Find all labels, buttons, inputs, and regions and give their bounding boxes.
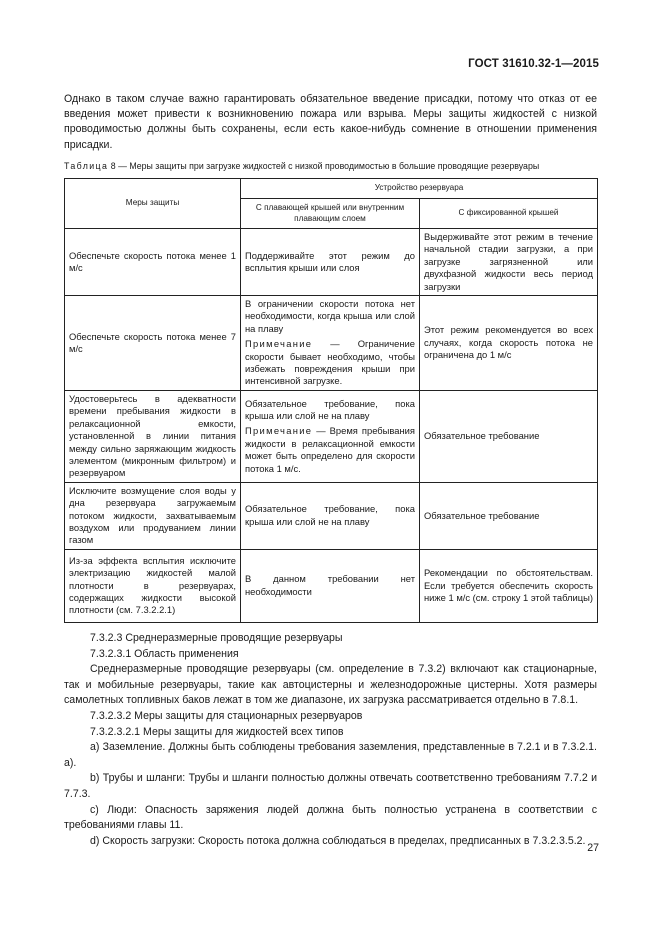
fixed-roof-cell: Рекомендации по обстоятельствам. Если требуется обеспечить скорость ниже 1 м/с (см. строку 1 этой таблицы) — [420, 549, 598, 622]
protection-measures-table — [64, 178, 598, 623]
measure-cell: Из-за эффекта всплытия исключите электризацию жидкостей малой плотности в резервуарах, содержащих жидкости высокой плотности (см. 7.3.2.2.1) — [65, 549, 241, 622]
col-header-device: Устройство резервуара — [241, 179, 598, 199]
col-header-fixed-roof: С фиксированной крышей — [420, 199, 598, 229]
page-number: 27 — [587, 842, 599, 854]
fixed-roof-cell: Обязательное требование — [420, 482, 598, 549]
table-note — [245, 338, 415, 388]
floating-roof-cell: Поддерживайте этот режим до всплытия крыши или слоя — [241, 229, 420, 296]
intro-paragraph: Однако в таком случае важно гарантировать обязательное введение присадки, потому что отказ от ее введения может привести к возникновению пожара или взрыва. Меры защиты жидкостей с низкой проводимостью должны быть сохранены, если есть какое-нибудь сомнение в отношении применения присадки. — [64, 93, 597, 151]
table-caption — [64, 160, 604, 172]
table-row — [65, 296, 598, 391]
floating-roof-cell: Обязательное требование, пока крыша или слой не на плаву — [241, 482, 420, 549]
section-heading: 7.3.2.3.2.1 Меры защиты для жидкостей всех типов — [90, 725, 344, 738]
table-row — [65, 229, 598, 296]
measure-cell: Исключите возмущение слоя воды у дна резервуара загружаемым потоком жидкости, захватываемым воздухом или продуванием линии газом — [65, 482, 241, 549]
measure-cell: Обеспечьте скорость потока менее 1 м/с — [65, 229, 241, 296]
floating-roof-cell — [241, 296, 420, 391]
col-header-floating-roof: С плавающей крышей или внутренним плавающим слоем — [241, 199, 420, 229]
section-heading: 7.3.2.3.1 Область применения — [90, 647, 239, 660]
list-item: c) Люди: Опасность заряжения людей должна быть полностью устранена в соответствии с требованиями главы 11. — [64, 803, 597, 832]
measure-cell: Обеспечьте скорость потока менее 7 м/с — [65, 296, 241, 391]
table-caption-text: 8 — Меры защиты при загрузке жидкостей с низкой проводимостью в большие проводящие резервуары — [108, 161, 540, 171]
list-item: d) Скорость загрузки: Скорость потока должна соблюдаться в пределах, предписанных в 7.3.2.3.5.2. — [90, 834, 586, 847]
table-row — [65, 390, 598, 482]
note-label: Примечание — [245, 338, 313, 350]
list-item: b) Трубы и шланги: Трубы и шланги полностью должны отвечать соответственно требованиям 7.7.2 и 7.7.3. — [64, 772, 597, 800]
measure-cell: Удостоверьтесь в адекватности времени пребывания жидкости в релаксационной емкости, установленной в линии питания между сильно заряжающим жидкость элементом (микронным фильтром) и резервуаром — [65, 390, 241, 482]
fixed-roof-cell: Выдерживайте этот режим в течение начальной стадии загрузки, а при загрузке загрязненной или двухфазной жидкости весь период загрузки — [420, 229, 598, 296]
fixed-roof-cell: Этот режим рекомендуется во всех случаях, когда скорость потока не ограничена до 1 м/с — [420, 296, 598, 391]
col-header-measures: Меры защиты — [65, 179, 241, 229]
paragraph: Среднеразмерные проводящие резервуары (см. определение в 7.3.2) включают как стационарные, так и мобильные резервуары, такие как автоцистерны и железнодорожные цистерны. Хотя размеры самолетных топливных баков лежат в том же диапазоне, их загрузка рассматривается отдельно в 7.8.1. — [64, 663, 597, 707]
note-text: — Ограничение скорости бывает необходимо, чтобы избежать повреждения крыши при интенсивной загрузке. — [245, 338, 415, 387]
floating-roof-cell — [241, 390, 420, 482]
note-text: — Время пребывания жидкости в релаксационной емкости может быть определено для скорости потока 1 м/с. — [245, 425, 415, 474]
section-heading: 7.3.2.3.2 Меры защиты для стационарных резервуаров — [90, 709, 363, 722]
floating-roof-text: Обязательное требование, пока крыша или слой не на плаву — [245, 397, 415, 421]
table-row — [65, 549, 598, 622]
fixed-roof-cell: Обязательное требование — [420, 390, 598, 482]
floating-roof-cell: В данном требовании нет необходимости — [241, 549, 420, 622]
section-heading: 7.3.2.3 Среднеразмерные проводящие резервуары — [90, 632, 343, 644]
section-body — [64, 631, 597, 849]
floating-roof-text: В ограничении скорости потока нет необходимости, когда крыша или слой на плаву — [245, 298, 415, 334]
note-label: Примечание — [245, 425, 313, 437]
list-item: a) Заземление. Должны быть соблюдены требования заземления, представленные в 7.2.1 и в 7.3.2.1. a). — [64, 741, 597, 769]
document-header: ГОСТ 31610.32-1—2015 — [468, 58, 599, 70]
table-row — [65, 482, 598, 549]
table-caption-label: Таблица — [64, 161, 109, 171]
table-note — [245, 425, 415, 475]
